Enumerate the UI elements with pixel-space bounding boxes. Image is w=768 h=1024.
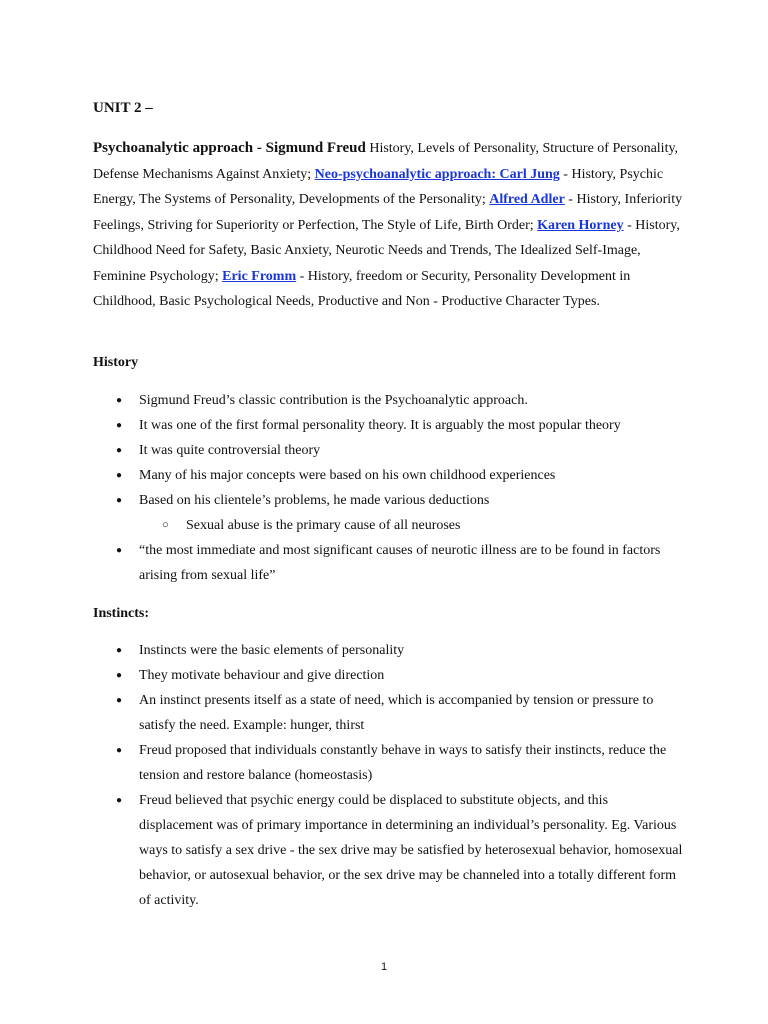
intro-text-3: - History, Inferiority Feelings, Striving for Superiority or Perfection, The Style of Life, Birth Order; [93, 192, 683, 233]
history-list [93, 388, 683, 588]
bullet-icon: ● [116, 795, 123, 806]
intro-text-2: - History, Psychic Energy, The Systems of Personality, Developments of the Personality; [93, 166, 664, 207]
intro-text-5: - History, freedom or Security, Personality Development in Childhood, Basic Psychological Needs, Productive and Non - Productive Character Types. [93, 268, 631, 309]
sub-list-item: ○ Sexual abuse is the primary cause of all neuroses [93, 513, 683, 538]
bullet-icon: ● [116, 420, 123, 431]
list-item: ● Instincts were the basic elements of personality [93, 638, 683, 663]
list-item: ● Freud proposed that individuals constantly behave in ways to satisfy their instincts, reduce the tension and restore balance (homeostasis) [93, 738, 683, 788]
instincts-heading: Instincts: [93, 606, 150, 621]
link-alfred-adler[interactable]: Alfred Adler [489, 192, 565, 207]
bullet-icon: ● [116, 645, 123, 656]
intro-lead: Psychoanalytic approach - Sigmund Freud [93, 140, 366, 156]
intro-text-4: - History, Childhood Need for Safety, Basic Anxiety, Neurotic Needs and Trends, The Idealized Self-Image, Feminine Psychology; [93, 217, 680, 284]
unit-intro-paragraph [93, 136, 683, 315]
bullet-icon: ● [116, 470, 123, 481]
link-eric-fromm[interactable]: Eric Fromm [222, 268, 297, 284]
instincts-list [93, 638, 683, 913]
bullet-icon: ● [116, 695, 123, 706]
bullet-icon: ● [116, 545, 123, 556]
link-neo-psychoanalytic-jung[interactable]: Neo-psychoanalytic approach: Carl Jung [314, 166, 560, 182]
link-karen-horney[interactable]: Karen Horney [537, 217, 624, 233]
history-heading: History [93, 355, 139, 370]
list-item: ● It was quite controversial theory [93, 438, 683, 463]
bullet-icon: ● [116, 395, 123, 406]
list-item: ● “the most immediate and most significant causes of neurotic illness are to be found in factors arising from sexual life” [93, 538, 683, 588]
list-item: ● An instinct presents itself as a state of need, which is accompanied by tension or pressure to satisfy the need. Example: hunger, thirst [93, 688, 683, 738]
page-number: 1 [380, 961, 388, 973]
hollow-bullet-icon: ○ [162, 519, 169, 531]
list-item: ● It was one of the first formal personality theory. It is arguably the most popular theory [93, 413, 683, 438]
list-item: ● They motivate behaviour and give direction [93, 663, 683, 688]
list-item: ● Sigmund Freud’s classic contribution is the Psychoanalytic approach. [93, 388, 683, 413]
list-item: ● Many of his major concepts were based on his own childhood experiences [93, 463, 683, 488]
bullet-icon: ● [116, 670, 123, 681]
bullet-icon: ● [116, 745, 123, 756]
unit-title: UNIT 2 – [93, 100, 153, 116]
list-item: ● Based on his clientele’s problems, he made various deductions [93, 488, 683, 513]
intro-text-1: History, Levels of Personality, Structure of Personality, Defense Mechanisms Against Anxiety; [93, 141, 679, 182]
list-item: ● Freud believed that psychic energy could be displaced to substitute objects, and this displacement was of primary importance in determining an individual’s personality. Eg. Various ways to satisfy a sex drive - the sex drive may be satisfied by heterosexual behavior, homosexual behavior, or autosexual behavior, or the sex drive may be channeled into a totally different form of activity. [93, 788, 683, 913]
bullet-icon: ● [116, 445, 123, 456]
bullet-icon: ● [116, 495, 123, 506]
